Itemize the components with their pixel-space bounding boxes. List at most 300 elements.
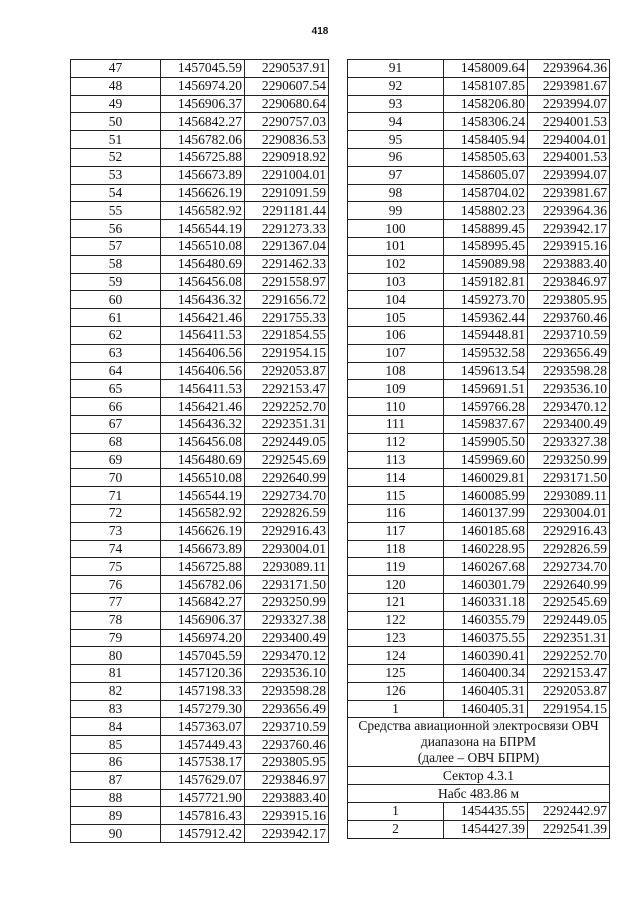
- point-number-cell: 47: [71, 60, 161, 78]
- y-coordinate-cell: 2293470.12: [245, 647, 329, 665]
- table-row: [71, 202, 329, 220]
- table-row: [348, 487, 610, 505]
- y-coordinate-cell: 2294001.53: [528, 113, 610, 131]
- x-coordinate-cell: 1456974.20: [161, 629, 245, 647]
- y-coordinate-cell: 2293004.01: [528, 504, 610, 522]
- point-number-cell: 88: [71, 789, 161, 807]
- point-number-cell: 57: [71, 237, 161, 255]
- point-number-cell: 55: [71, 202, 161, 220]
- table-row: [71, 593, 329, 611]
- y-coordinate-cell: 2293536.10: [528, 380, 610, 398]
- table-row: [71, 771, 329, 789]
- point-number-cell: 53: [71, 166, 161, 184]
- page-number: 418: [311, 26, 329, 37]
- point-number-cell: 50: [71, 113, 161, 131]
- y-coordinate-cell: 2294001.53: [528, 148, 610, 166]
- table-row: [71, 273, 329, 291]
- x-coordinate-cell: 1459273.70: [444, 291, 528, 309]
- x-coordinate-cell: 1459532.58: [444, 344, 528, 362]
- point-number-cell: 97: [348, 166, 444, 184]
- point-number-cell: 66: [71, 398, 161, 416]
- point-number-cell: 85: [71, 736, 161, 754]
- table-row: [71, 309, 329, 327]
- x-coordinate-cell: 1460301.79: [444, 576, 528, 594]
- point-number-cell: 125: [348, 665, 444, 683]
- table-row: [71, 647, 329, 665]
- point-number-cell: 106: [348, 326, 444, 344]
- x-coordinate-cell: 1458605.07: [444, 166, 528, 184]
- note-line-3: (далее – ОВЧ БПРМ): [417, 750, 540, 766]
- x-coordinate-cell: 1456842.27: [161, 113, 245, 131]
- x-coordinate-cell: 1459182.81: [444, 273, 528, 291]
- table-row: [348, 95, 610, 113]
- y-coordinate-cell: 2292053.87: [245, 362, 329, 380]
- point-number-cell: 103: [348, 273, 444, 291]
- x-coordinate-cell: 1456421.46: [161, 309, 245, 327]
- point-number-cell: 118: [348, 540, 444, 558]
- table-row: [348, 593, 610, 611]
- point-number-cell: 79: [71, 629, 161, 647]
- x-coordinate-cell: 1457816.43: [161, 807, 245, 825]
- table-row: [348, 184, 610, 202]
- x-coordinate-cell: 1459613.54: [444, 362, 528, 380]
- point-number-cell: 121: [348, 593, 444, 611]
- y-coordinate-cell: 2293004.01: [245, 540, 329, 558]
- x-coordinate-cell: 1458306.24: [444, 113, 528, 131]
- y-coordinate-cell: 2292826.59: [528, 540, 610, 558]
- table-row: [348, 131, 610, 149]
- y-coordinate-cell: 2291558.97: [245, 273, 329, 291]
- point-number-cell: 67: [71, 415, 161, 433]
- y-coordinate-cell: 2293171.50: [528, 469, 610, 487]
- x-coordinate-cell: 1456510.08: [161, 237, 245, 255]
- y-coordinate-cell: 2291954.15: [245, 344, 329, 362]
- point-number-cell: 119: [348, 558, 444, 576]
- point-number-cell: 122: [348, 611, 444, 629]
- table-row: [71, 255, 329, 273]
- point-number-cell: 91: [348, 60, 444, 78]
- y-coordinate-cell: 2293964.36: [528, 202, 610, 220]
- table-row: [71, 504, 329, 522]
- table-row: [348, 504, 610, 522]
- x-coordinate-cell: 1456725.88: [161, 148, 245, 166]
- x-coordinate-cell: 1454427.39: [444, 820, 528, 838]
- table-row: [348, 398, 610, 416]
- y-coordinate-cell: 2291367.04: [245, 237, 329, 255]
- y-coordinate-cell: 2293598.28: [245, 682, 329, 700]
- y-coordinate-cell: 2293327.38: [528, 433, 610, 451]
- x-coordinate-cell: 1456782.06: [161, 131, 245, 149]
- table-row: [71, 113, 329, 131]
- table-row: [71, 754, 329, 772]
- table-row: [71, 682, 329, 700]
- y-coordinate-cell: 2293846.97: [528, 273, 610, 291]
- point-number-cell: 109: [348, 380, 444, 398]
- y-coordinate-cell: 2291181.44: [245, 202, 329, 220]
- table-row: [348, 166, 610, 184]
- x-coordinate-cell: 1457629.07: [161, 771, 245, 789]
- point-number-cell: 64: [71, 362, 161, 380]
- table-row: [71, 326, 329, 344]
- table-row: [348, 700, 610, 718]
- table-row: [348, 803, 610, 821]
- y-coordinate-cell: 2292916.43: [245, 522, 329, 540]
- table-row: [71, 166, 329, 184]
- point-number-cell: 92: [348, 77, 444, 95]
- point-number-cell: 123: [348, 629, 444, 647]
- section-note: [348, 718, 610, 767]
- x-coordinate-cell: 1459837.67: [444, 415, 528, 433]
- table-row: [348, 255, 610, 273]
- x-coordinate-cell: 1460185.68: [444, 522, 528, 540]
- point-number-cell: 102: [348, 255, 444, 273]
- right-coordinates-table: [347, 59, 610, 839]
- point-number-cell: 105: [348, 309, 444, 327]
- table-row: [71, 131, 329, 149]
- y-coordinate-cell: 2292351.31: [528, 629, 610, 647]
- x-coordinate-cell: 1457198.33: [161, 682, 245, 700]
- x-coordinate-cell: 1460390.41: [444, 647, 528, 665]
- point-number-cell: 81: [71, 665, 161, 683]
- point-number-cell: 60: [71, 291, 161, 309]
- y-coordinate-cell: 2293760.46: [528, 309, 610, 327]
- y-coordinate-cell: 2290836.53: [245, 131, 329, 149]
- y-coordinate-cell: 2293470.12: [528, 398, 610, 416]
- x-coordinate-cell: 1456673.89: [161, 540, 245, 558]
- y-coordinate-cell: 2291091.59: [245, 184, 329, 202]
- table-row: [71, 398, 329, 416]
- table-row: [348, 647, 610, 665]
- y-coordinate-cell: 2293760.46: [245, 736, 329, 754]
- point-number-cell: 112: [348, 433, 444, 451]
- table-row: [71, 718, 329, 736]
- x-coordinate-cell: 1458802.23: [444, 202, 528, 220]
- y-coordinate-cell: 2291004.01: [245, 166, 329, 184]
- table-row: [348, 576, 610, 594]
- table-row: [348, 415, 610, 433]
- x-coordinate-cell: 1457449.43: [161, 736, 245, 754]
- table-row: [71, 433, 329, 451]
- point-number-cell: 69: [71, 451, 161, 469]
- table-row: [348, 326, 610, 344]
- point-number-cell: 90: [71, 825, 161, 843]
- y-coordinate-cell: 2293981.67: [528, 77, 610, 95]
- y-coordinate-cell: 2290680.64: [245, 95, 329, 113]
- point-number-cell: 58: [71, 255, 161, 273]
- x-coordinate-cell: 1458107.85: [444, 77, 528, 95]
- y-coordinate-cell: 2290918.92: [245, 148, 329, 166]
- x-coordinate-cell: 1456456.08: [161, 273, 245, 291]
- table-row: [71, 362, 329, 380]
- x-coordinate-cell: 1459362.44: [444, 309, 528, 327]
- table-row: [348, 820, 610, 838]
- table-row: [348, 469, 610, 487]
- table-row: [71, 487, 329, 505]
- point-number-cell: 115: [348, 487, 444, 505]
- left-coordinates-table: [70, 59, 329, 843]
- y-coordinate-cell: 2293883.40: [528, 255, 610, 273]
- section-note-row: [348, 718, 610, 767]
- y-coordinate-cell: 2292826.59: [245, 504, 329, 522]
- point-number-cell: 94: [348, 113, 444, 131]
- sector-label: Сектор 4.3.1: [348, 767, 610, 785]
- x-coordinate-cell: 1458505.63: [444, 148, 528, 166]
- table-row: [348, 629, 610, 647]
- table-row: [348, 237, 610, 255]
- point-number-cell: 84: [71, 718, 161, 736]
- point-number-cell: 74: [71, 540, 161, 558]
- x-coordinate-cell: 1454435.55: [444, 803, 528, 821]
- y-coordinate-cell: 2292252.70: [528, 647, 610, 665]
- y-coordinate-cell: 2290607.54: [245, 77, 329, 95]
- x-coordinate-cell: 1459089.98: [444, 255, 528, 273]
- y-coordinate-cell: 2292449.05: [245, 433, 329, 451]
- point-number-cell: 100: [348, 220, 444, 238]
- x-coordinate-cell: 1460228.95: [444, 540, 528, 558]
- x-coordinate-cell: 1456626.19: [161, 184, 245, 202]
- point-number-cell: 73: [71, 522, 161, 540]
- table-row: [71, 807, 329, 825]
- x-coordinate-cell: 1456906.37: [161, 95, 245, 113]
- point-number-cell: 76: [71, 576, 161, 594]
- point-number-cell: 78: [71, 611, 161, 629]
- point-number-cell: 98: [348, 184, 444, 202]
- table-row: [71, 344, 329, 362]
- table-row: [348, 522, 610, 540]
- x-coordinate-cell: 1458995.45: [444, 237, 528, 255]
- table-row: [348, 344, 610, 362]
- point-number-cell: 59: [71, 273, 161, 291]
- point-number-cell: 126: [348, 682, 444, 700]
- point-number-cell: 77: [71, 593, 161, 611]
- point-number-cell: 95: [348, 131, 444, 149]
- table-row: [71, 184, 329, 202]
- point-number-cell: 52: [71, 148, 161, 166]
- x-coordinate-cell: 1457721.90: [161, 789, 245, 807]
- y-coordinate-cell: 2293710.59: [245, 718, 329, 736]
- table-row: [348, 202, 610, 220]
- x-coordinate-cell: 1456406.56: [161, 344, 245, 362]
- y-coordinate-cell: 2290537.91: [245, 60, 329, 78]
- x-coordinate-cell: 1460355.79: [444, 611, 528, 629]
- height-label: Набс 483.86 м: [348, 785, 610, 803]
- table-row: [348, 682, 610, 700]
- point-number-cell: 62: [71, 326, 161, 344]
- x-coordinate-cell: 1460405.31: [444, 700, 528, 718]
- table-row: [71, 558, 329, 576]
- point-number-cell: 107: [348, 344, 444, 362]
- x-coordinate-cell: 1460029.81: [444, 469, 528, 487]
- x-coordinate-cell: 1456421.46: [161, 398, 245, 416]
- y-coordinate-cell: 2293964.36: [528, 60, 610, 78]
- point-number-cell: 113: [348, 451, 444, 469]
- point-number-cell: 82: [71, 682, 161, 700]
- point-number-cell: 65: [71, 380, 161, 398]
- table-row: [348, 433, 610, 451]
- point-number-cell: 104: [348, 291, 444, 309]
- x-coordinate-cell: 1459448.81: [444, 326, 528, 344]
- x-coordinate-cell: 1456626.19: [161, 522, 245, 540]
- y-coordinate-cell: 2293805.95: [528, 291, 610, 309]
- y-coordinate-cell: 2293250.99: [528, 451, 610, 469]
- y-coordinate-cell: 2293327.38: [245, 611, 329, 629]
- y-coordinate-cell: 2292153.47: [528, 665, 610, 683]
- x-coordinate-cell: 1457538.17: [161, 754, 245, 772]
- table-row: [71, 95, 329, 113]
- y-coordinate-cell: 2293942.17: [528, 220, 610, 238]
- point-number-cell: 68: [71, 433, 161, 451]
- y-coordinate-cell: 2291273.33: [245, 220, 329, 238]
- y-coordinate-cell: 2292640.99: [528, 576, 610, 594]
- x-coordinate-cell: 1457045.59: [161, 647, 245, 665]
- point-number-cell: 99: [348, 202, 444, 220]
- y-coordinate-cell: 2293846.97: [245, 771, 329, 789]
- x-coordinate-cell: 1456906.37: [161, 611, 245, 629]
- point-number-cell: 71: [71, 487, 161, 505]
- x-coordinate-cell: 1456456.08: [161, 433, 245, 451]
- point-number-cell: 49: [71, 95, 161, 113]
- point-number-cell: 70: [71, 469, 161, 487]
- note-line-1: Средства авиационной электросвязи ОВЧ: [358, 718, 599, 734]
- point-number-cell: 96: [348, 148, 444, 166]
- table-row: [71, 237, 329, 255]
- x-coordinate-cell: 1460400.34: [444, 665, 528, 683]
- table-row: [71, 540, 329, 558]
- point-number-cell: 56: [71, 220, 161, 238]
- table-row: [348, 113, 610, 131]
- x-coordinate-cell: 1456480.69: [161, 451, 245, 469]
- table-row: [71, 576, 329, 594]
- x-coordinate-cell: 1456582.92: [161, 202, 245, 220]
- y-coordinate-cell: 2293598.28: [528, 362, 610, 380]
- point-number-cell: 101: [348, 237, 444, 255]
- point-number-cell: 72: [71, 504, 161, 522]
- y-coordinate-cell: 2293171.50: [245, 576, 329, 594]
- x-coordinate-cell: 1460405.31: [444, 682, 528, 700]
- x-coordinate-cell: 1456411.53: [161, 326, 245, 344]
- x-coordinate-cell: 1457045.59: [161, 60, 245, 78]
- point-number-cell: 61: [71, 309, 161, 327]
- x-coordinate-cell: 1458704.02: [444, 184, 528, 202]
- table-row: [71, 665, 329, 683]
- y-coordinate-cell: 2292153.47: [245, 380, 329, 398]
- x-coordinate-cell: 1458206.80: [444, 95, 528, 113]
- note-line-2: диапазона на БПРМ: [420, 734, 537, 750]
- point-number-cell: 116: [348, 504, 444, 522]
- x-coordinate-cell: 1457363.07: [161, 718, 245, 736]
- x-coordinate-cell: 1457279.30: [161, 700, 245, 718]
- x-coordinate-cell: 1459905.50: [444, 433, 528, 451]
- x-coordinate-cell: 1456510.08: [161, 469, 245, 487]
- y-coordinate-cell: 2291854.55: [245, 326, 329, 344]
- point-number-cell: 75: [71, 558, 161, 576]
- y-coordinate-cell: 2292545.69: [245, 451, 329, 469]
- table-row: [71, 220, 329, 238]
- x-coordinate-cell: 1460331.18: [444, 593, 528, 611]
- x-coordinate-cell: 1460267.68: [444, 558, 528, 576]
- point-number-cell: 108: [348, 362, 444, 380]
- x-coordinate-cell: 1459691.51: [444, 380, 528, 398]
- y-coordinate-cell: 2293710.59: [528, 326, 610, 344]
- table-row: [71, 789, 329, 807]
- x-coordinate-cell: 1456842.27: [161, 593, 245, 611]
- y-coordinate-cell: 2293994.07: [528, 95, 610, 113]
- y-coordinate-cell: 2293942.17: [245, 825, 329, 843]
- y-coordinate-cell: 2291656.72: [245, 291, 329, 309]
- x-coordinate-cell: 1456582.92: [161, 504, 245, 522]
- x-coordinate-cell: 1457912.42: [161, 825, 245, 843]
- table-row: [348, 77, 610, 95]
- table-row: [71, 700, 329, 718]
- y-coordinate-cell: 2291755.33: [245, 309, 329, 327]
- table-row: [348, 309, 610, 327]
- x-coordinate-cell: 1456544.19: [161, 487, 245, 505]
- point-number-cell: 89: [71, 807, 161, 825]
- y-coordinate-cell: 2291462.33: [245, 255, 329, 273]
- x-coordinate-cell: 1459969.60: [444, 451, 528, 469]
- point-number-cell: 63: [71, 344, 161, 362]
- table-row: [71, 629, 329, 647]
- x-coordinate-cell: 1460137.99: [444, 504, 528, 522]
- x-coordinate-cell: 1459766.28: [444, 398, 528, 416]
- x-coordinate-cell: 1457120.36: [161, 665, 245, 683]
- table-row: [348, 558, 610, 576]
- x-coordinate-cell: 1460085.99: [444, 487, 528, 505]
- point-number-cell: 1: [348, 803, 444, 821]
- y-coordinate-cell: 2293250.99: [245, 593, 329, 611]
- x-coordinate-cell: 1458009.64: [444, 60, 528, 78]
- x-coordinate-cell: 1458405.94: [444, 131, 528, 149]
- y-coordinate-cell: 2292442.97: [528, 803, 610, 821]
- y-coordinate-cell: 2293656.49: [528, 344, 610, 362]
- y-coordinate-cell: 2292449.05: [528, 611, 610, 629]
- y-coordinate-cell: 2293536.10: [245, 665, 329, 683]
- table-row: [348, 665, 610, 683]
- y-coordinate-cell: 2293915.16: [245, 807, 329, 825]
- x-coordinate-cell: 1456480.69: [161, 255, 245, 273]
- y-coordinate-cell: 2293981.67: [528, 184, 610, 202]
- y-coordinate-cell: 2293915.16: [528, 237, 610, 255]
- y-coordinate-cell: 2292351.31: [245, 415, 329, 433]
- table-row: [348, 291, 610, 309]
- y-coordinate-cell: 2293089.11: [245, 558, 329, 576]
- x-coordinate-cell: 1456406.56: [161, 362, 245, 380]
- point-number-cell: 86: [71, 754, 161, 772]
- table-row: [71, 148, 329, 166]
- y-coordinate-cell: 2290757.03: [245, 113, 329, 131]
- point-number-cell: 87: [71, 771, 161, 789]
- y-coordinate-cell: 2293400.49: [528, 415, 610, 433]
- x-coordinate-cell: 1456436.32: [161, 291, 245, 309]
- table-row: [348, 273, 610, 291]
- y-coordinate-cell: 2292734.70: [528, 558, 610, 576]
- point-number-cell: 120: [348, 576, 444, 594]
- table-row: [71, 611, 329, 629]
- y-coordinate-cell: 2291954.15: [528, 700, 610, 718]
- table-row: [71, 736, 329, 754]
- table-row: [71, 825, 329, 843]
- x-coordinate-cell: 1456673.89: [161, 166, 245, 184]
- x-coordinate-cell: 1456782.06: [161, 576, 245, 594]
- y-coordinate-cell: 2293994.07: [528, 166, 610, 184]
- table-row: [348, 220, 610, 238]
- point-number-cell: 1: [348, 700, 444, 718]
- x-coordinate-cell: 1456974.20: [161, 77, 245, 95]
- point-number-cell: 93: [348, 95, 444, 113]
- table-row: [71, 522, 329, 540]
- x-coordinate-cell: 1456436.32: [161, 415, 245, 433]
- x-coordinate-cell: 1456411.53: [161, 380, 245, 398]
